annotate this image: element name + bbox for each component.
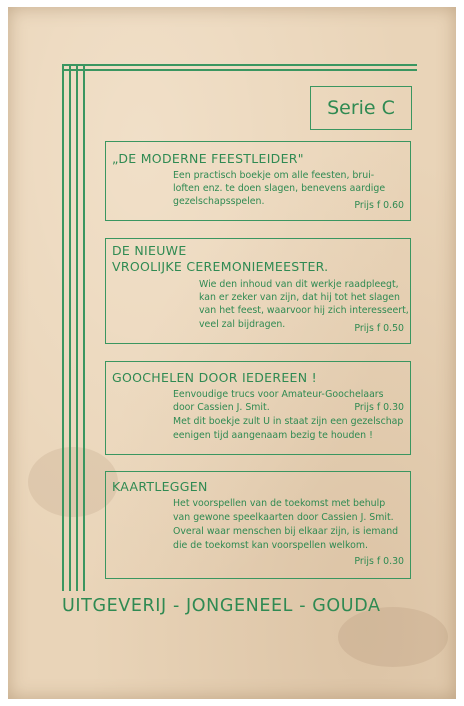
publisher-footer: UITGEVERIJ - JONGENEEL - GOUDA [62, 596, 381, 616]
top-border-line [62, 69, 417, 71]
paper-stain [338, 607, 448, 667]
left-border-line [69, 64, 71, 591]
left-border-line [83, 64, 85, 591]
book-entry: KAARTLEGGEN Het voorspellen van de toekomst met behulp van gewone speelkaarten door Cassien J. Smit. Overal waar menschen bij elkaar zijn, is iemand die de toekomst kan voorspellen welkom. Prijs f 0.30 [105, 471, 411, 579]
book-title: VROOLIJKE CEREMONIEMEESTER. [112, 259, 329, 274]
book-entry: „DE MODERNE FEESTLEIDER" Een practisch boekje om alle feesten, brui- loften enz. te doen slagen, benevens aardige gezelschapsspelen. Prijs f 0.60 [105, 141, 411, 221]
left-border-line [62, 64, 64, 591]
top-border-line [62, 64, 417, 66]
price: Prijs f 0.60 [354, 200, 404, 211]
series-label: Serie C [310, 86, 412, 130]
book-title: DE NIEUWE [112, 243, 187, 258]
book-title: „DE MODERNE FEESTLEIDER" [112, 151, 304, 166]
book-entry: DE NIEUWE VROOLIJKE CEREMONIEMEESTER. Wie den inhoud van dit werkje raadpleegt, kan er zeker van zijn, dat hij tot het slagen van het feest, waarvoor hij zich interesseert, veel zal bijdragen. Prijs f 0.50 [105, 238, 411, 344]
left-border-line [76, 64, 78, 591]
book-entry: GOOCHELEN DOOR IEDEREEN ! Eenvoudige trucs voor Amateur-Goochelaars door Cassien J. Smit. Prijs f 0.30 Met dit boekje zult U in staat zijn een gezelschap eenigen tijd aangenaam bezig te houden ! [105, 361, 411, 455]
price: Prijs f 0.50 [354, 323, 404, 334]
price: Prijs f 0.30 [354, 556, 404, 567]
book-title: KAARTLEGGEN [112, 479, 208, 494]
price: Prijs f 0.30 [354, 402, 404, 413]
book-title: GOOCHELEN DOOR IEDEREEN ! [112, 370, 317, 385]
